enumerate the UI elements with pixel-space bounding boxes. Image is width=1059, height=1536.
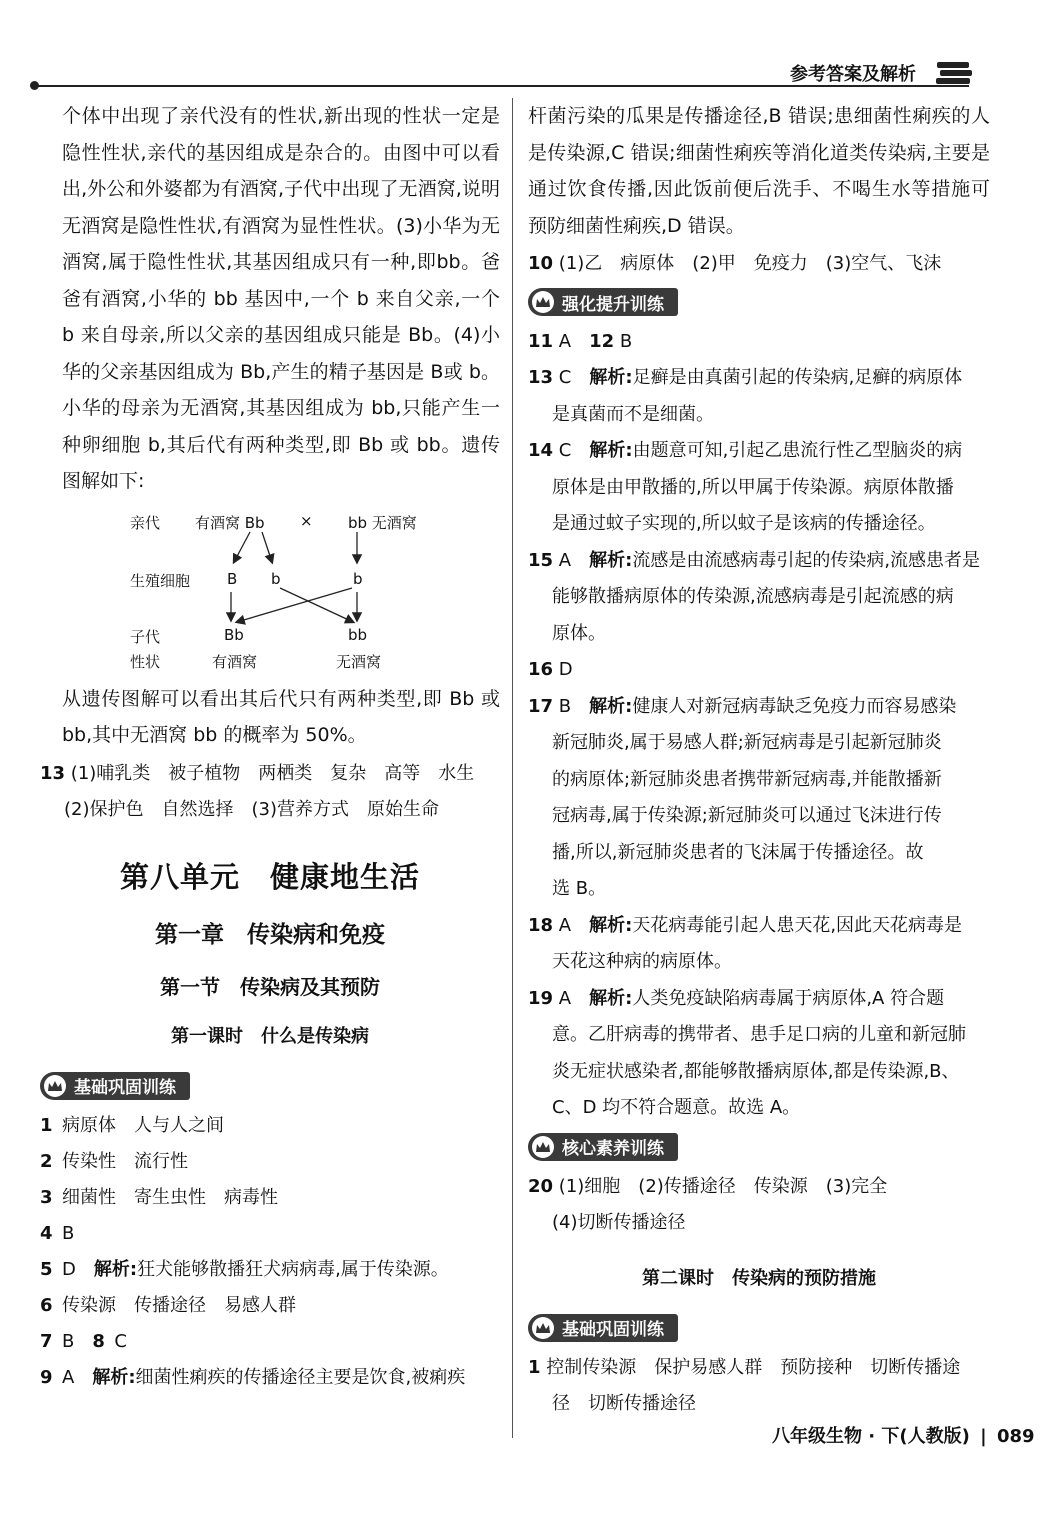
gamete-2: b [271, 569, 281, 588]
answer-9-continued: 杆菌污染的瓜果是传播途径,B 错误;患细菌性痢疾的人是传染源,C 错误;细菌性痢疾等消化道类传染病,主要是通过饮食传播,因此饭前便后洗手、不喝生水等措施可预防细菌性痢疾,D 错误。 [528, 105, 990, 237]
answer-10: 10 (1)乙 病原体 (2)甲 免疫力 (3)空气、飞沫 [528, 253, 942, 274]
answer-16: 16 D [528, 659, 573, 680]
cross-symbol: × [300, 511, 313, 530]
lesson2-title: 第二课时 传染病的预防措施 [642, 1267, 876, 1289]
parent1: 有酒窝 Bb [195, 513, 265, 532]
answer-1-lesson2: 1 控制传染源 保护易感人群 预防接种 切断传播途 径 切断传播途径 [528, 1356, 961, 1414]
column-divider [512, 98, 513, 1438]
parent-label: 亲代 [130, 513, 161, 532]
header-title: 参考答案及解析 [790, 64, 916, 85]
conclusion-paragraph: 从遗传图解可以看出其后代只有两种类型,即 Bb 或bb,其中无酒窝 bb 的概率为 50%。 [62, 687, 500, 746]
answer-2: 2 传染性 流行性 [40, 1150, 188, 1172]
offspring-label: 子代 [130, 627, 161, 646]
unit-title: 第八单元 健康地生活 [119, 859, 420, 894]
crown-icon [532, 291, 554, 313]
lesson-title: 第一课时 什么是传染病 [171, 1025, 369, 1047]
badge-basic-training: 基础巩固训练 [40, 1072, 190, 1100]
books-icon [935, 60, 975, 86]
gamete-label: 生殖细胞 [130, 571, 191, 590]
right-column [528, 98, 990, 1423]
answer-20: 20 (1)细胞 (2)传播途径 传染源 (3)完全 (4)切断传播途径 [528, 1175, 888, 1233]
answer-13-left: 13 (1)哺乳类 被子植物 两栖类 复杂 高等 水生 (2)保护色 自然选择 (3)营养方式 原始生命 [40, 762, 475, 820]
answer-15: 15 A 解析:流感是由流感病毒引起的传染病,流感患者是 能够散播病原体的传染源,流感病毒是引起流感的病 原体。 [528, 549, 981, 644]
gamete-3: b [353, 569, 363, 588]
trait-label: 性状 [130, 652, 161, 671]
crown-icon [532, 1317, 554, 1339]
answer-11-12: 11 A 12 B [528, 331, 633, 352]
page-footer: 八年级生物 · 下(人教版) | 089 [772, 1426, 1035, 1447]
crown-icon [532, 1136, 554, 1158]
page-header [30, 60, 1030, 90]
header-dot [30, 81, 39, 90]
genetic-diagram [40, 500, 500, 675]
badge-basic-training-2: 基础巩固训练 [528, 1314, 678, 1342]
gamete-1: B [227, 569, 238, 588]
footer-book-title: 八年级生物 · 下(人教版) [772, 1426, 970, 1447]
answer-9: 9 A 解析:细菌性痢疾的传播途径主要是饮食,被痢疾 [40, 1366, 466, 1388]
answer-4: 4 B [40, 1222, 75, 1244]
badge-core-training: 核心素养训练 [528, 1133, 678, 1161]
answer-13: 13 C 解析:足癣是由真菌引起的传染病,足癣的病原体 是真菌而不是细菌。 [528, 367, 963, 425]
answer-14: 14 C 解析:由题意可知,引起乙患流行性乙型脑炎的病 原体是由甲散播的,所以甲属于传染源。病原体散播 是通过蚊子实现的,所以蚊子是该病的传播途径。 [528, 440, 963, 534]
page-number: 089 [996, 1426, 1035, 1447]
trait-2: 无酒窝 [336, 652, 382, 671]
crown-icon [44, 1075, 66, 1097]
chapter-title: 第一章 传染病和免疫 [155, 921, 385, 948]
left-column [40, 98, 500, 1396]
offspring-2: bb [348, 625, 368, 644]
intro-paragraph: 个体中出现了亲代没有的性状,新出现的性状一定是隐性性状,亲代的基因组成是杂合的。由图中可以看出,外公和外婆都为有酒窝,子代中出现了无酒窝,说明无酒窝是隐性性状,有酒窝为显性性状。(3)小华为无酒窝,属于隐性性状,其基因组成只有一种,即bb。爸爸有酒窝,小华的 bb 基因中,一个 b 来自父亲,一个 b 来自母亲,所以父亲的基因组成只能是 Bb。(4)小华的父亲基因组成为 Bb,产生的精子基因是 B或 b。小华的母亲为无酒窝,其基因组成为 bb,只能产生一种卵细胞 b,其后代有两种类型,即 Bb 或 bb。遗传图解如下: [62, 105, 500, 492]
badge-advanced-training: 强化提升训练 [528, 288, 678, 316]
section-title: 第一节 传染病及其预防 [160, 974, 380, 999]
answer-1: 1 病原体 人与人之间 [40, 1114, 224, 1136]
diagram-arrows [40, 500, 500, 675]
answer-5: 5 D 解析:狂犬能够散播狂犬病病毒,属于传染源。 [40, 1258, 449, 1280]
offspring-1: Bb [224, 625, 244, 644]
answer-6: 6 传染源 传播途径 易感人群 [40, 1294, 296, 1316]
answer-19: 19 A 解析:人类免疫缺陷病毒属于病原体,A 符合题 意。乙肝病毒的携带者、患手足口病的儿童和新冠肺 炎无症状感染者,都能够散播病原体,都是传染源,B、 C、D 均不符合题意。故选 A。 [528, 987, 966, 1118]
parent2: bb 无酒窝 [348, 513, 417, 532]
answer-7-8: 7 B 8 C [40, 1330, 127, 1352]
answer-3: 3 细菌性 寄生虫性 病毒性 [40, 1186, 278, 1208]
trait-1: 有酒窝 [212, 652, 258, 671]
answer-18: 18 A 解析:天花病毒能引起人患天花,因此天花病毒是 天花这种病的病原体。 [528, 914, 963, 972]
answer-17: 17 B 解析:健康人对新冠病毒缺乏免疫力而容易感染 新冠肺炎,属于易感人群;新冠病毒是引起新冠肺炎 的病原体;新冠肺炎患者携带新冠病毒,并能散播新 冠病毒,属于传染源;新冠肺炎可以通过飞沫进行传 播,所以,新冠肺炎患者的飞沫属于传播途径。故 选 B。 [528, 695, 957, 899]
